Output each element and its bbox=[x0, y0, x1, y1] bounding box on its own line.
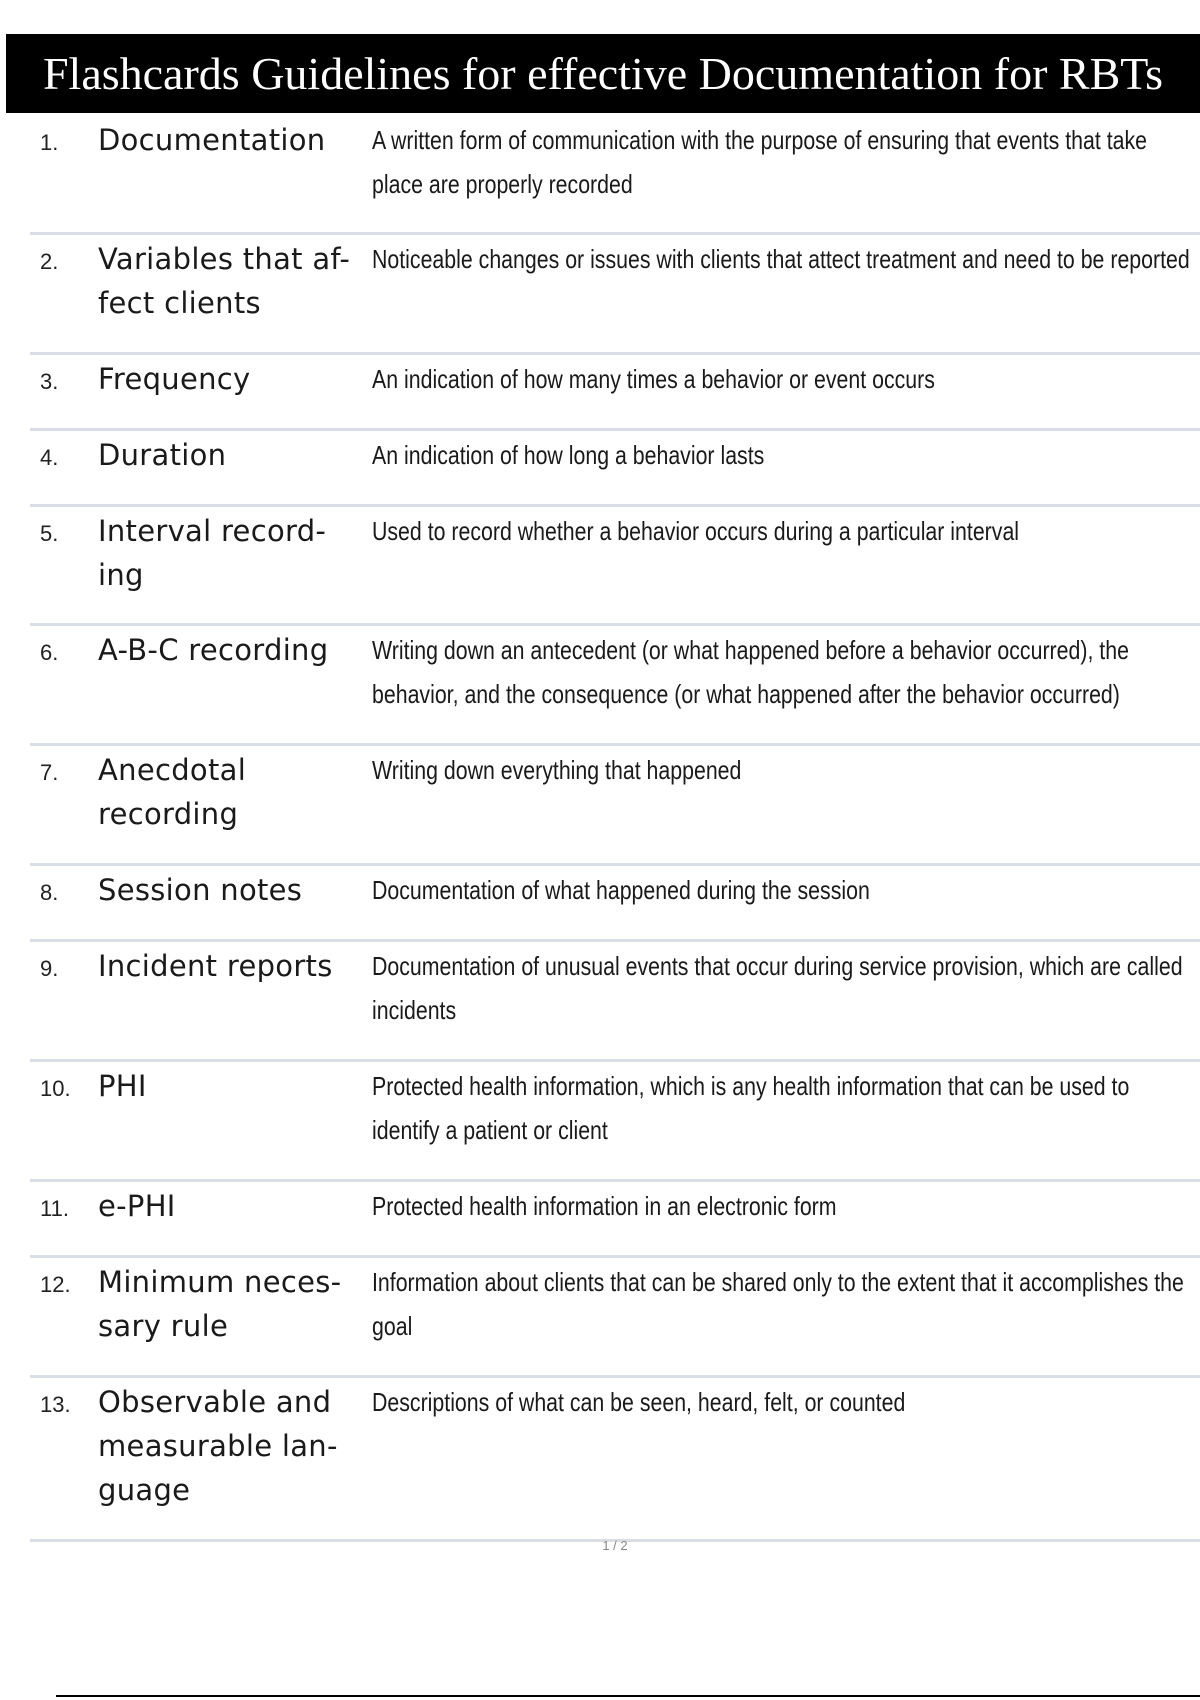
row-number: 3. bbox=[40, 369, 59, 394]
row-number: 8. bbox=[40, 880, 59, 905]
term-definition: Documentation of what happened during the session bbox=[372, 875, 870, 905]
row-number: 13. bbox=[40, 1392, 71, 1417]
table-row bbox=[30, 431, 1200, 507]
term-definition: Writing down everything that happened bbox=[372, 755, 742, 785]
table-row bbox=[30, 866, 1200, 942]
term-label: PHI bbox=[98, 1069, 147, 1103]
term-definition: Writing down an antecedent (or what happened before a behavior occurred), the behavior, and the consequence (or what happened after the behavior occurred) bbox=[372, 635, 1129, 709]
row-number: 12. bbox=[40, 1272, 71, 1297]
table-row bbox=[30, 626, 1200, 746]
row-number: 5. bbox=[40, 521, 59, 546]
term-definition: A written form of communication with the purpose of ensuring that events that take place are properly recorded bbox=[372, 125, 1148, 199]
table-row bbox=[30, 507, 1200, 626]
term-definition: Protected health information in an electronic form bbox=[372, 1191, 837, 1221]
row-number: 6. bbox=[40, 640, 59, 665]
term-definition: Information about clients that can be shared only to the extent that it accomplishes the goal bbox=[372, 1267, 1184, 1341]
term-label: Interval record-ing bbox=[98, 514, 327, 592]
term-label: Duration bbox=[98, 438, 227, 472]
term-label: Incident reports bbox=[98, 949, 333, 983]
table-row bbox=[30, 355, 1200, 431]
table-row bbox=[30, 235, 1200, 355]
term-definition: Protected health information, which is any health information that can be used to identify a patient or client bbox=[372, 1071, 1130, 1145]
term-label: Minimum neces-sary rule bbox=[98, 1265, 342, 1343]
term-definition: Used to record whether a behavior occurs during a particular interval bbox=[372, 516, 1020, 546]
row-number: 2. bbox=[40, 249, 59, 274]
term-definition: Documentation of unusual events that occur during service provision, which are called incidents bbox=[372, 951, 1183, 1025]
term-label: Session notes bbox=[98, 873, 303, 907]
row-number: 7. bbox=[40, 760, 59, 785]
row-number: 11. bbox=[40, 1196, 69, 1221]
row-number: 4. bbox=[40, 445, 59, 470]
term-label: A-B-C recording bbox=[98, 633, 329, 667]
term-label: Variables that af-fect clients bbox=[98, 242, 351, 320]
table-row bbox=[30, 1182, 1200, 1258]
term-definition: An indication of how many times a behavior or event occurs bbox=[372, 364, 935, 394]
term-label: Frequency bbox=[98, 362, 251, 396]
table-row bbox=[30, 116, 1200, 235]
bottom-divider bbox=[56, 1695, 1200, 1697]
term-label: Anecdotal recording bbox=[98, 753, 247, 831]
term-definition: Descriptions of what can be seen, heard, felt, or counted bbox=[372, 1387, 906, 1417]
table-row bbox=[30, 1062, 1200, 1182]
document-title: Flashcards Guidelines for effective Documentation for RBTs bbox=[6, 34, 1200, 113]
flashcard-table bbox=[30, 116, 1200, 1542]
term-label: Documentation bbox=[98, 123, 326, 157]
page-number: 1 / 2 bbox=[602, 1538, 628, 1553]
term-label: Observable and measurable lan-guage bbox=[98, 1385, 338, 1507]
table-row bbox=[30, 942, 1200, 1062]
term-definition: An indication of how long a behavior lasts bbox=[372, 440, 765, 470]
table-row bbox=[30, 1258, 1200, 1378]
table-row bbox=[30, 1378, 1200, 1542]
row-number: 10. bbox=[40, 1076, 71, 1101]
row-number: 9. bbox=[40, 956, 59, 981]
row-number: 1. bbox=[40, 130, 59, 155]
table-row bbox=[30, 746, 1200, 866]
term-label: e-PHI bbox=[98, 1189, 176, 1223]
term-definition: Noticeable changes or issues with clients that attect treatment and need to be reported bbox=[372, 244, 1190, 274]
